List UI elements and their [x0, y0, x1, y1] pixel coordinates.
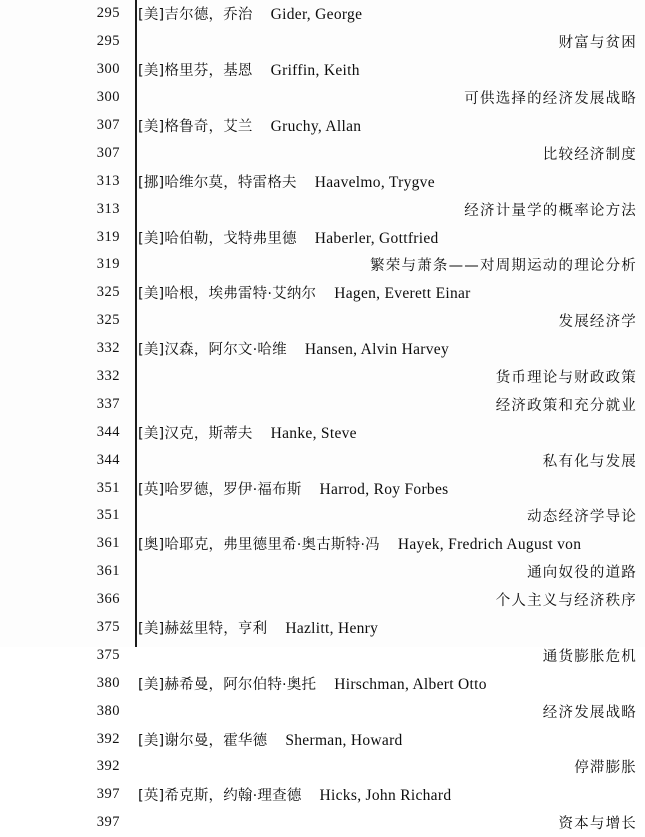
author-name-cn: [美]哈伯勒，戈特弗里德 — [138, 230, 297, 247]
index-title-row — [0, 753, 645, 781]
entry-text — [138, 589, 645, 610]
author-name-latin: Griffin, Keith — [270, 62, 360, 80]
entry-text — [138, 812, 645, 833]
entry-text — [138, 617, 645, 638]
page-number: 300 — [96, 89, 120, 106]
entry-text — [138, 31, 645, 52]
index-author-row — [0, 223, 645, 251]
index-author-row — [0, 279, 645, 307]
author-name-latin: Hazlitt, Henry — [285, 620, 379, 638]
book-title-cn: 繁荣与萧条——对周期运动的理论分析 — [370, 258, 637, 275]
entry-text — [138, 450, 645, 471]
author-name-latin: Hansen, Alvin Harvey — [304, 341, 450, 359]
author-name-cn: [美]吉尔德，乔治 — [138, 7, 253, 24]
page-number: 397 — [96, 786, 120, 803]
entry-text — [138, 394, 645, 415]
book-title-cn: 货币理论与财政政策 — [495, 370, 637, 387]
author-name-latin: Hanke, Steve — [270, 424, 357, 442]
entry-text — [138, 254, 645, 275]
index-title-row — [0, 363, 645, 391]
book-title-cn: 通货膨胀危机 — [542, 648, 637, 665]
page-number: 375 — [96, 646, 120, 663]
author-name-latin: Harrod, Roy Forbes — [319, 480, 449, 498]
page-number: 344 — [96, 451, 120, 468]
author-name-cn: [英]哈罗德，罗伊·福布斯 — [138, 481, 302, 498]
page-number: 380 — [96, 674, 120, 691]
author-name-latin: Gider, George — [270, 6, 363, 24]
entry-text — [138, 533, 645, 554]
entry-text — [138, 338, 645, 359]
index-title-row — [0, 251, 645, 279]
page-number: 332 — [96, 340, 120, 357]
author-name-cn: [美]哈根，埃弗雷特·艾纳尔 — [138, 286, 317, 303]
entry-text — [138, 561, 645, 582]
page-number: 319 — [96, 228, 120, 245]
index-author-row — [0, 474, 645, 502]
page-number: 351 — [96, 479, 120, 496]
index-author-row — [0, 781, 645, 809]
author-name-cn: [美]格里芬，基恩 — [138, 63, 253, 80]
index-title-row — [0, 84, 645, 112]
author-name-cn: [美]汉森，阿尔文·哈维 — [138, 342, 287, 359]
index-title-row — [0, 195, 645, 223]
book-title-cn: 可供选择的经济发展战略 — [464, 91, 637, 108]
page-number: 366 — [96, 591, 120, 608]
index-title-row — [0, 558, 645, 586]
entry-text — [138, 282, 645, 303]
index-title-row — [0, 502, 645, 530]
author-name-latin: Gruchy, Allan — [270, 118, 362, 135]
author-name-cn: [美]赫兹里特，亨利 — [138, 621, 268, 638]
page-number: 375 — [96, 619, 120, 636]
entry-text — [138, 645, 645, 666]
book-title-cn: 经济计量学的概率论方法 — [464, 202, 637, 219]
page-number: 325 — [96, 284, 120, 301]
page-number: 307 — [96, 144, 120, 161]
entry-text — [138, 673, 645, 694]
index-author-row — [0, 725, 645, 753]
page-number: 300 — [96, 61, 120, 78]
entry-text — [138, 729, 645, 750]
page-number: 361 — [96, 535, 120, 552]
author-name-cn: [美]汉克，斯蒂夫 — [138, 425, 253, 442]
page-number: 392 — [96, 730, 120, 747]
book-title-cn: 停滞膨胀 — [574, 760, 637, 777]
page-number: 295 — [96, 33, 120, 50]
entry-text — [138, 171, 645, 192]
index-author-row — [0, 0, 645, 28]
entry-text — [138, 87, 645, 108]
book-title-cn: 财富与贫困 — [558, 35, 637, 52]
page-number: 313 — [96, 200, 120, 217]
index-author-row — [0, 112, 645, 140]
page-number: 325 — [96, 312, 120, 329]
author-name-latin: Haavelmo, Trygve — [314, 173, 435, 191]
book-title-cn: 私有化与发展 — [542, 453, 637, 470]
entry-text — [138, 310, 645, 331]
index-title-row — [0, 641, 645, 669]
author-name-latin: Haberler, Gottfried — [314, 229, 439, 247]
entry-text — [138, 784, 645, 805]
index-title-row — [0, 697, 645, 725]
page-number: 332 — [96, 368, 120, 385]
author-name-cn: [美]谢尔曼，霍华德 — [138, 732, 268, 749]
page-number: 392 — [96, 758, 120, 775]
index-title-row — [0, 139, 645, 167]
index-author-row — [0, 56, 645, 84]
entry-text — [138, 227, 645, 248]
page-number: 319 — [96, 256, 120, 273]
page-number: 295 — [96, 5, 120, 22]
page-number: 344 — [96, 423, 120, 440]
index-title-row — [0, 307, 645, 335]
page-number: 337 — [96, 395, 120, 412]
author-name-cn: [美]格鲁奇，艾兰 — [138, 119, 253, 135]
index-title-row — [0, 809, 645, 837]
page-number: 351 — [96, 507, 120, 524]
index-author-row — [0, 167, 645, 195]
book-title-cn: 比较经济制度 — [542, 146, 637, 163]
page-number: 361 — [96, 563, 120, 580]
index-title-row — [0, 446, 645, 474]
book-title-cn: 经济政策和充分就业 — [495, 397, 637, 414]
author-name-cn: [奥]哈耶克，弗里德里希·奥古斯特·冯 — [138, 537, 380, 554]
entry-text — [138, 366, 645, 387]
entry-text — [138, 505, 645, 526]
author-name-latin: Hayek, Fredrich August von — [397, 536, 582, 554]
author-name-latin: Hagen, Everett Einar — [334, 285, 471, 303]
entry-text — [138, 59, 645, 80]
index-author-row — [0, 418, 645, 446]
book-title-cn: 通向奴役的道路 — [527, 565, 637, 582]
index-author-row — [0, 530, 645, 558]
entry-text — [138, 143, 645, 164]
entry-text — [138, 478, 645, 499]
book-title-cn: 动态经济学导论 — [527, 509, 637, 526]
author-name-latin: Hirschman, Albert Otto — [334, 675, 487, 693]
index-title-row — [0, 586, 645, 614]
index-author-row — [0, 614, 645, 642]
page-number: 307 — [96, 117, 120, 133]
author-name-latin: Sherman, Howard — [285, 731, 403, 749]
index-title-row — [0, 28, 645, 56]
entry-text — [138, 756, 645, 777]
entry-text — [138, 701, 645, 722]
author-name-cn: [美]赫希曼，阿尔伯特·奥托 — [138, 676, 317, 693]
book-title-cn: 发展经济学 — [558, 314, 637, 331]
index-author-row — [0, 669, 645, 697]
book-title-cn: 经济发展战略 — [542, 704, 637, 721]
entry-text — [138, 3, 645, 24]
book-title-cn: 资本与增长 — [558, 816, 637, 833]
page-number: 313 — [96, 172, 120, 189]
page-number: 380 — [96, 702, 120, 719]
entry-text — [138, 199, 645, 220]
index-author-row — [0, 335, 645, 363]
author-name-latin: Hicks, John Richard — [319, 787, 452, 805]
book-title-cn: 个人主义与经济秩序 — [495, 593, 637, 610]
author-name-cn: [英]希克斯，约翰·理查德 — [138, 788, 302, 805]
index-title-row — [0, 390, 645, 418]
entry-text — [138, 115, 645, 136]
page-number: 397 — [96, 814, 120, 831]
entry-text — [138, 422, 645, 443]
author-name-cn: [挪]哈维尔莫，特雷格夫 — [138, 174, 297, 191]
